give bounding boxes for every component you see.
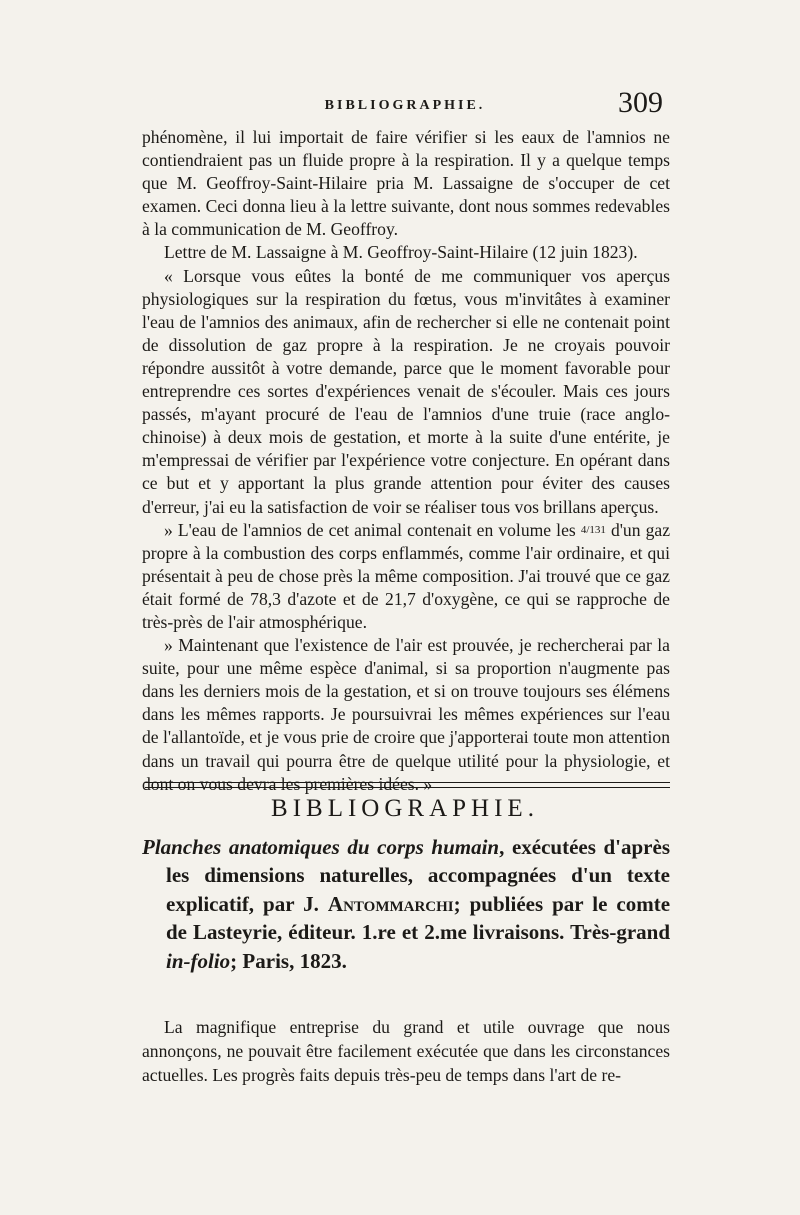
paragraph-letter-2-rest: d'un gaz propre à la combustion des corps enflammés, comme l'air ordinaire, et qui présentait à peu de chose près la même composition. J'ai trouvé que ce gaz était formé de 78,3 d'azote et de 21,7 d'oxygène, ce qui se rapproche de très-près de l'air atmosphérique. xyxy=(142,519,671,632)
book-details-1: , exécutées d'après les dimensions naturelles, accompagnées d'un texte explicatif, par J. xyxy=(166,835,670,916)
book-title: Planches anatomiques du corps humain xyxy=(142,835,500,859)
separator-rule-top xyxy=(145,782,670,783)
paragraph-letter-2-start: » L'eau de l'amnios de cet animal contenait en volume les xyxy=(164,519,576,540)
page-number: 309 xyxy=(618,86,663,119)
book-format: in-folio xyxy=(166,948,231,973)
book-entry xyxy=(142,833,670,975)
paragraph-letter-1: « Lorsque vous eûtes la bonté de me communiquer vos aperçus physiologiques sur la respiration du fœtus, vous m'invitâtes à examiner l'eau de l'amnios des animaux, afin de rechercher si elle ne contenait point de dissolution de gaz propre à la respiration. Je ne croyais pouvoir répondre aussitôt à votre demande, parce que le moment favorable pour entreprendre ces sortes d'expériences venait de s'écouler. Mais ces jours passés, m'ayant procuré de l'eau de l'amnios d'une truie (race anglo-chinoise) à deux mois de gestation, et morte à la suite d'une entérite, je m'empressai de vérifier par l'expérience votre conjecture. En opérant dans ce but et y apportant la plus grande attention pour éviter des causes d'erreur, j'ai eu la satisfaction de voir se réaliser tous vos brillans aperçus. xyxy=(142,265,670,517)
article-body xyxy=(142,126,670,796)
section-heading: BIBLIOGRAPHIE. xyxy=(271,795,539,822)
fraction: 4/131 xyxy=(580,523,606,536)
letter-heading: Lettre de M. Lassaigne à M. Geoffroy-Saint-Hilaire (12 juin 1823). xyxy=(164,242,638,263)
book-details-2: ; publiées par le comte de Lasteyrie, éditeur. 1.re et 2.me livraisons. Très-grand xyxy=(166,891,671,945)
paragraph-letter-3: » Maintenant que l'existence de l'air est prouvée, je rechercherai par la suite, pour une même espèce d'animal, si sa proportion n'augmente pas dans les derniers mois de la gestation, et si on trouve toujours ses élémens dans les mêmes rapports. Je poursuivrai les mêmes expériences sur l'eau de l'allantoïde, et je vous prie de croire que j'apporterai toute mon attention dans un travail qui pourra être de quelque utilité pour la physiologie, et dont on vous devra les premières idées. » xyxy=(142,635,670,794)
book-author: Antommarchi xyxy=(327,891,454,916)
running-head: BIBLIOGRAPHIE. xyxy=(324,98,486,113)
separator-rule-bottom xyxy=(145,787,670,788)
paragraph-letter-2 xyxy=(142,519,670,634)
paragraph-intro: phénomène, il lui importait de faire vérifier si les eaux de l'amnios ne contiendraient pas un fluide propre à la respiration. Il y a quelque temps que M. Geoffroy-Saint-Hilaire pria M. Lassaigne de s'occuper de cet examen. Ceci donna lieu à la lettre suivante, dont nous sommes redevables à la communication de M. Geoffroy. xyxy=(142,127,670,240)
book-details-3: ; Paris, 1823. xyxy=(230,948,347,973)
review-text: La magnifique entreprise du grand et utile ouvrage que nous annonçons, ne pouvait être facilement exécutée que dans les circonstances actuelles. Les progrès faits depuis très-peu de temps dans l'art de re- xyxy=(142,1017,670,1085)
